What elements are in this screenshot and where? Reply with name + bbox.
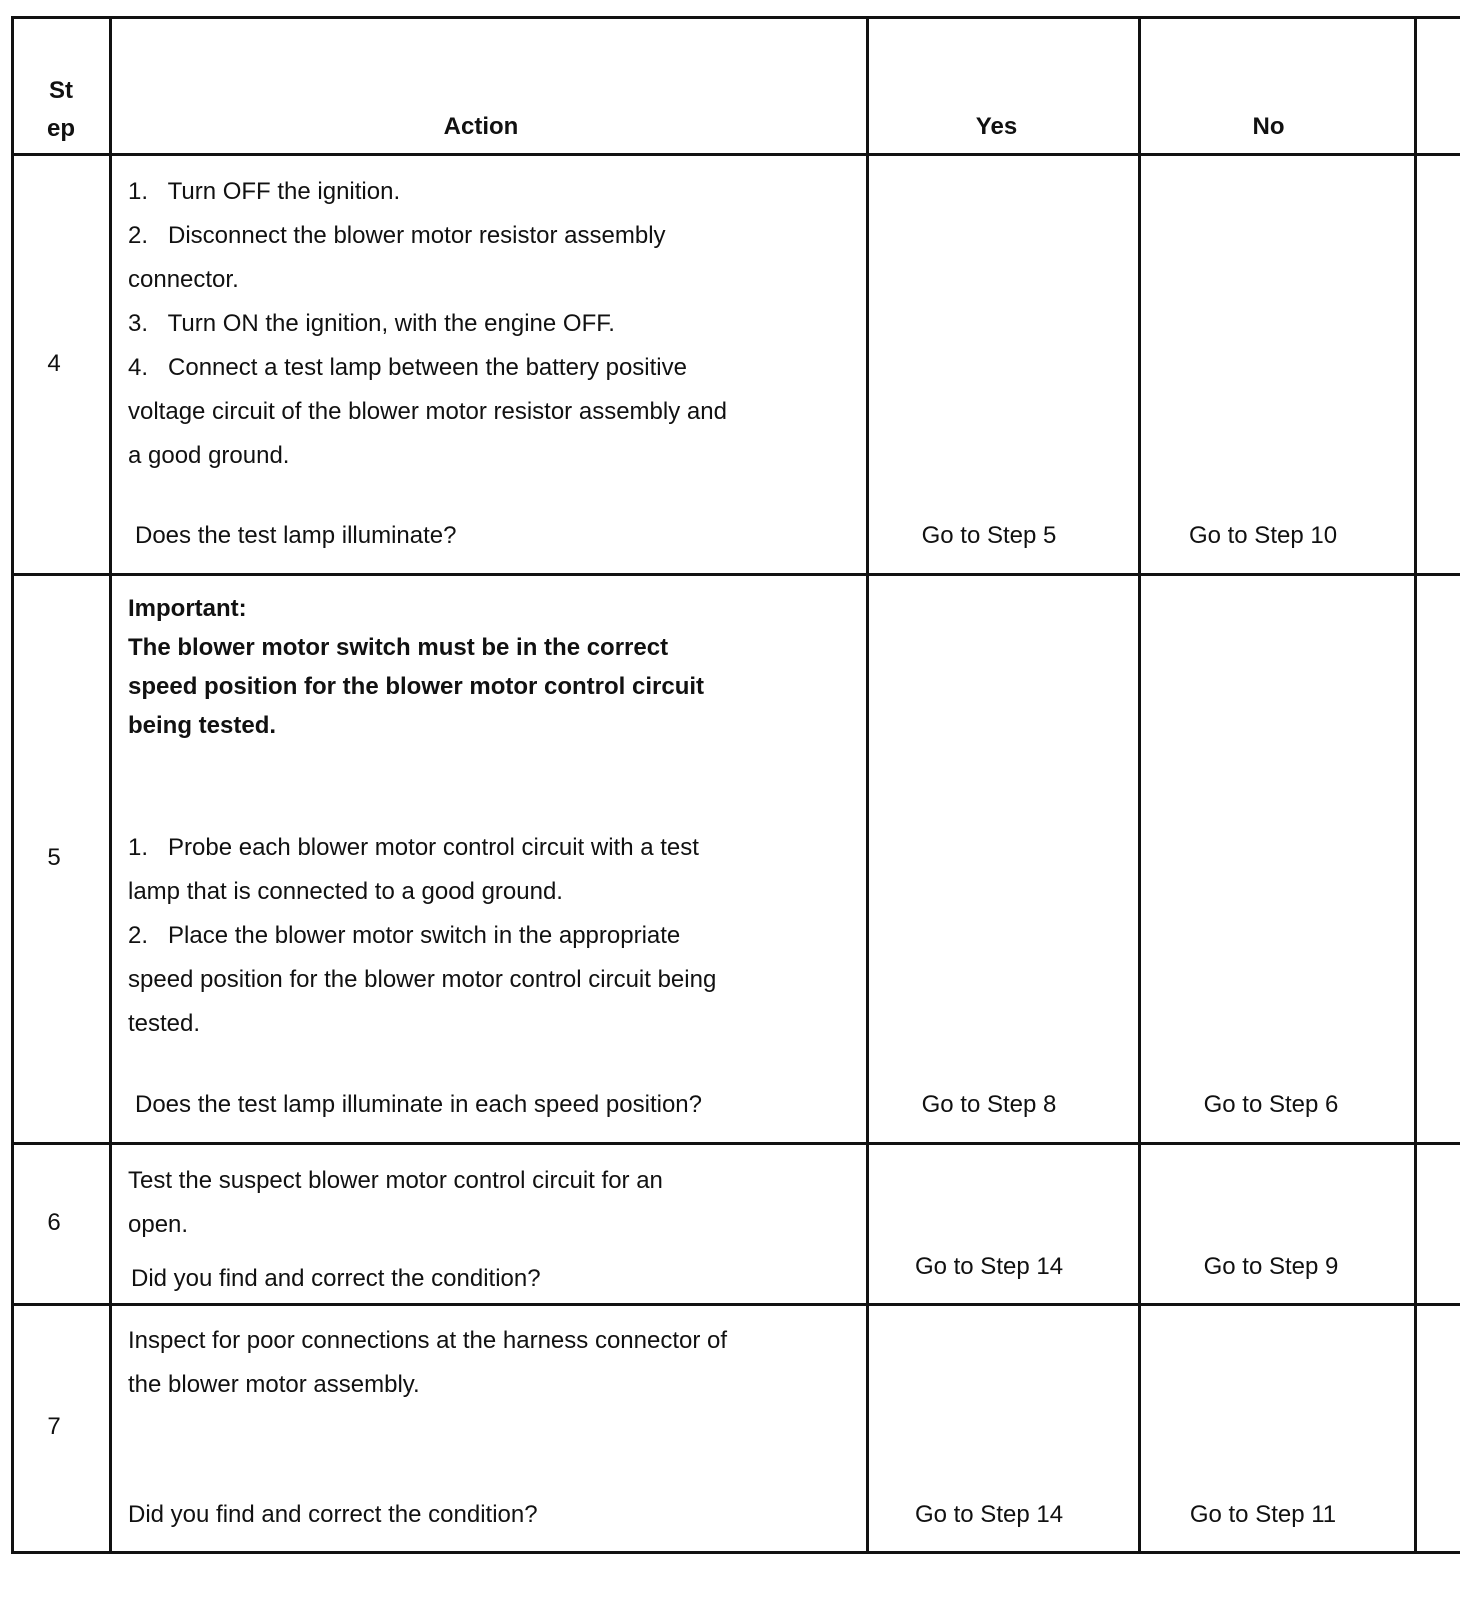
header-yes: Yes: [975, 113, 1018, 140]
column-divider: [109, 16, 112, 1554]
question-text: Does the test lamp illuminate?: [135, 522, 457, 549]
no-result: Go to Step 10: [1188, 522, 1338, 549]
action-line: 2. Place the blower motor switch in the appropriate: [128, 922, 681, 949]
important-note: [128, 589, 848, 745]
important-line: speed position for the blower motor control circuit: [128, 673, 705, 700]
row-divider: [11, 1303, 1460, 1306]
action-text: [128, 1319, 848, 1407]
yes-result: Go to Step 14: [914, 1501, 1064, 1528]
yes-result: Go to Step 8: [921, 1091, 1057, 1118]
action-line: Inspect for poor connections at the harness connector of: [128, 1327, 728, 1354]
header-action: Action: [443, 113, 519, 140]
header-divider: [11, 153, 1460, 156]
table-border-right: [1414, 16, 1417, 1554]
header-no: No: [1252, 113, 1285, 140]
action-line: connector.: [128, 266, 239, 293]
table-border-top: [11, 16, 1460, 19]
action-text: [128, 170, 848, 478]
table-border-bottom: [11, 1551, 1460, 1554]
action-line: voltage circuit of the blower motor resistor assembly and: [128, 398, 727, 425]
action-line: 2. Disconnect the blower motor resistor assembly: [128, 222, 666, 249]
row-divider: [11, 573, 1460, 576]
diagnostic-table: [11, 16, 1460, 1598]
action-line: speed position for the blower motor control circuit being: [128, 966, 717, 993]
step-number: 7: [47, 1413, 61, 1440]
action-line: 1. Turn OFF the ignition.: [128, 178, 401, 205]
action-text: [128, 826, 848, 1046]
column-divider: [866, 16, 869, 1554]
question-text: Did you find and correct the condition?: [128, 1501, 538, 1528]
important-title: Important:: [128, 595, 247, 622]
no-result: Go to Step 11: [1189, 1501, 1337, 1528]
step-number: 5: [47, 844, 61, 871]
action-line: a good ground.: [128, 442, 290, 469]
action-line: lamp that is connected to a good ground.: [128, 878, 563, 905]
action-line: Test the suspect blower motor control circuit for an: [128, 1167, 663, 1194]
action-line: 1. Probe each blower motor control circuit with a test: [128, 834, 699, 861]
no-result: Go to Step 6: [1203, 1091, 1339, 1118]
header-step-line2: ep: [46, 115, 75, 142]
action-line: tested.: [128, 1010, 201, 1037]
action-text: [128, 1159, 848, 1247]
step-number: 4: [47, 350, 61, 377]
yes-result: Go to Step 5: [921, 522, 1057, 549]
yes-result: Go to Step 14: [914, 1253, 1064, 1280]
no-result: Go to Step 9: [1203, 1253, 1339, 1280]
column-divider: [1138, 16, 1141, 1554]
question-text: Did you find and correct the condition?: [131, 1265, 541, 1292]
action-line: open.: [128, 1211, 189, 1238]
row-divider: [11, 1142, 1460, 1145]
action-line: 3. Turn ON the ignition, with the engine OFF.: [128, 310, 615, 337]
action-line: 4. Connect a test lamp between the battery positive: [128, 354, 687, 381]
important-line: being tested.: [128, 712, 277, 739]
table-border-left: [11, 16, 14, 1554]
action-line: the blower motor assembly.: [128, 1371, 420, 1398]
header-step: [11, 72, 111, 148]
important-line: The blower motor switch must be in the correct: [128, 634, 669, 661]
question-text: Does the test lamp illuminate in each speed position?: [135, 1091, 702, 1118]
step-number: 6: [47, 1209, 61, 1236]
header-step-line1: St: [49, 77, 73, 104]
